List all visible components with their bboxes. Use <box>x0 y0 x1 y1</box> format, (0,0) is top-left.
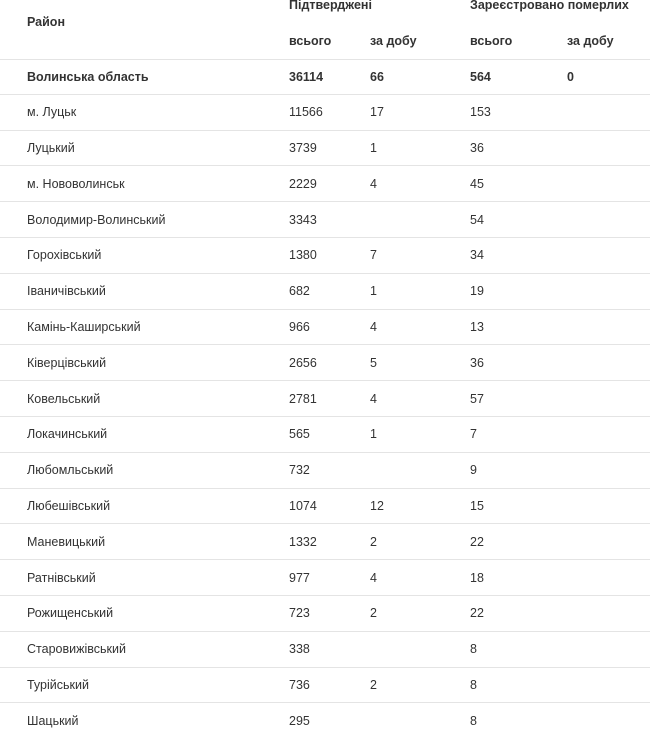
district-name-cell: Горохівський <box>27 248 102 263</box>
table-row <box>0 202 650 238</box>
confirmed-header: Підтверджені <box>289 0 372 12</box>
deaths-total-cell: 34 <box>470 248 484 263</box>
confirmed-total-cell: 2656 <box>289 355 317 370</box>
deaths-total-cell: 36 <box>470 355 484 370</box>
confirmed-per-day-cell: 12 <box>370 498 384 513</box>
table-row <box>0 703 650 739</box>
deaths-total-cell: 8 <box>470 677 477 692</box>
district-name-cell: Іваничівський <box>27 284 106 299</box>
deaths-total-cell: 13 <box>470 319 484 334</box>
deaths-total-cell: 22 <box>470 606 484 621</box>
deaths-total-cell: 153 <box>470 105 491 120</box>
district-name-cell: Шацький <box>27 714 79 729</box>
confirmed-total-cell: 3343 <box>289 212 317 227</box>
deaths-total-cell: 36 <box>470 140 484 155</box>
district-name-cell: Маневицький <box>27 534 106 549</box>
confirmed-per-day-cell: 1 <box>370 284 377 299</box>
deaths-total-cell: 45 <box>470 176 484 191</box>
district-name-cell: Ратнівський <box>27 570 96 585</box>
confirmed-total-cell: 736 <box>289 677 310 692</box>
table-row <box>0 489 650 525</box>
table-row <box>0 238 650 274</box>
confirmed-total-cell: 3739 <box>289 140 317 155</box>
table-row <box>0 632 650 668</box>
confirmed-total-cell: 338 <box>289 642 310 657</box>
table-row <box>0 417 650 453</box>
confirmed-total-cell: 732 <box>289 463 310 478</box>
deaths-total-cell: 9 <box>470 463 477 478</box>
table-row <box>0 668 650 704</box>
table-row <box>0 131 650 167</box>
deaths-total-cell: 22 <box>470 534 484 549</box>
district-name-cell: Володимир-Волинський <box>27 212 166 227</box>
district-name-cell: Любешівський <box>27 498 111 513</box>
deaths-per-day-cell: 0 <box>567 69 574 84</box>
confirmed-per-day-cell: 4 <box>370 319 377 334</box>
table-row <box>0 166 650 202</box>
deaths-per-day-header: за добу <box>567 34 614 48</box>
district-name-cell: Луцький <box>27 140 75 155</box>
confirmed-per-day-cell: 4 <box>370 391 377 406</box>
confirmed-total-cell: 11566 <box>289 105 323 120</box>
table-row <box>0 274 650 310</box>
table-row <box>0 381 650 417</box>
table-row <box>0 453 650 489</box>
district-header: Район <box>27 15 65 29</box>
table-body <box>0 59 650 739</box>
confirmed-total-cell: 723 <box>289 606 310 621</box>
confirmed-total-cell: 1074 <box>289 498 317 513</box>
district-name-cell: Локачинський <box>27 427 108 442</box>
deaths-total-header: всього <box>470 34 513 48</box>
deaths-total-cell: 57 <box>470 391 484 406</box>
confirmed-total-cell: 966 <box>289 319 310 334</box>
table-row <box>0 95 650 131</box>
confirmed-per-day-cell: 2 <box>370 534 377 549</box>
district-name-cell: Любомльський <box>27 463 114 478</box>
confirmed-total-header: всього <box>289 34 332 48</box>
confirmed-total-cell: 2781 <box>289 391 317 406</box>
table-row <box>0 560 650 596</box>
confirmed-per-day-cell: 2 <box>370 677 377 692</box>
confirmed-per-day-cell: 1 <box>370 140 377 155</box>
district-name-cell: Волинська область <box>27 69 149 84</box>
table-row <box>0 310 650 346</box>
confirmed-per-day-cell: 5 <box>370 355 377 370</box>
deaths-total-cell: 15 <box>470 498 484 513</box>
deaths-total-cell: 54 <box>470 212 484 227</box>
confirmed-per-day-cell: 4 <box>370 570 377 585</box>
deaths-total-cell: 564 <box>470 69 491 84</box>
table-row <box>0 524 650 560</box>
confirmed-per-day-cell: 17 <box>370 105 384 120</box>
confirmed-total-cell: 2229 <box>289 176 317 191</box>
confirmed-total-cell: 1332 <box>289 534 317 549</box>
confirmed-total-cell: 565 <box>289 427 310 442</box>
confirmed-total-cell: 295 <box>289 714 310 729</box>
deaths-total-cell: 8 <box>470 642 477 657</box>
deaths-total-cell: 18 <box>470 570 484 585</box>
confirmed-total-cell: 1380 <box>289 248 317 263</box>
confirmed-per-day-cell: 4 <box>370 176 377 191</box>
table-row <box>0 596 650 632</box>
confirmed-per-day-cell: 1 <box>370 427 377 442</box>
table-row <box>0 345 650 381</box>
district-name-cell: Рожищенський <box>27 606 114 621</box>
district-name-cell: Ковельський <box>27 391 101 406</box>
deaths-total-cell: 7 <box>470 427 477 442</box>
deaths-header: Зареєстровано померлих <box>470 0 629 12</box>
deaths-total-cell: 8 <box>470 714 477 729</box>
district-name-cell: Турійський <box>27 677 89 692</box>
table-row-total <box>0 59 650 95</box>
confirmed-total-cell: 977 <box>289 570 310 585</box>
confirmed-total-cell: 36114 <box>289 69 324 84</box>
district-name-cell: Старовижівський <box>27 642 126 657</box>
confirmed-per-day-cell: 2 <box>370 606 377 621</box>
confirmed-per-day-cell: 7 <box>370 248 377 263</box>
confirmed-per-day-header: за добу <box>370 34 417 48</box>
confirmed-total-cell: 682 <box>289 284 310 299</box>
district-name-cell: м. Луцьк <box>27 105 77 120</box>
confirmed-per-day-cell: 66 <box>370 69 384 84</box>
district-name-cell: Ківерцівський <box>27 355 107 370</box>
district-name-cell: м. Нововолинськ <box>27 176 125 191</box>
district-name-cell: Камінь-Каширський <box>27 319 141 334</box>
deaths-total-cell: 19 <box>470 284 484 299</box>
